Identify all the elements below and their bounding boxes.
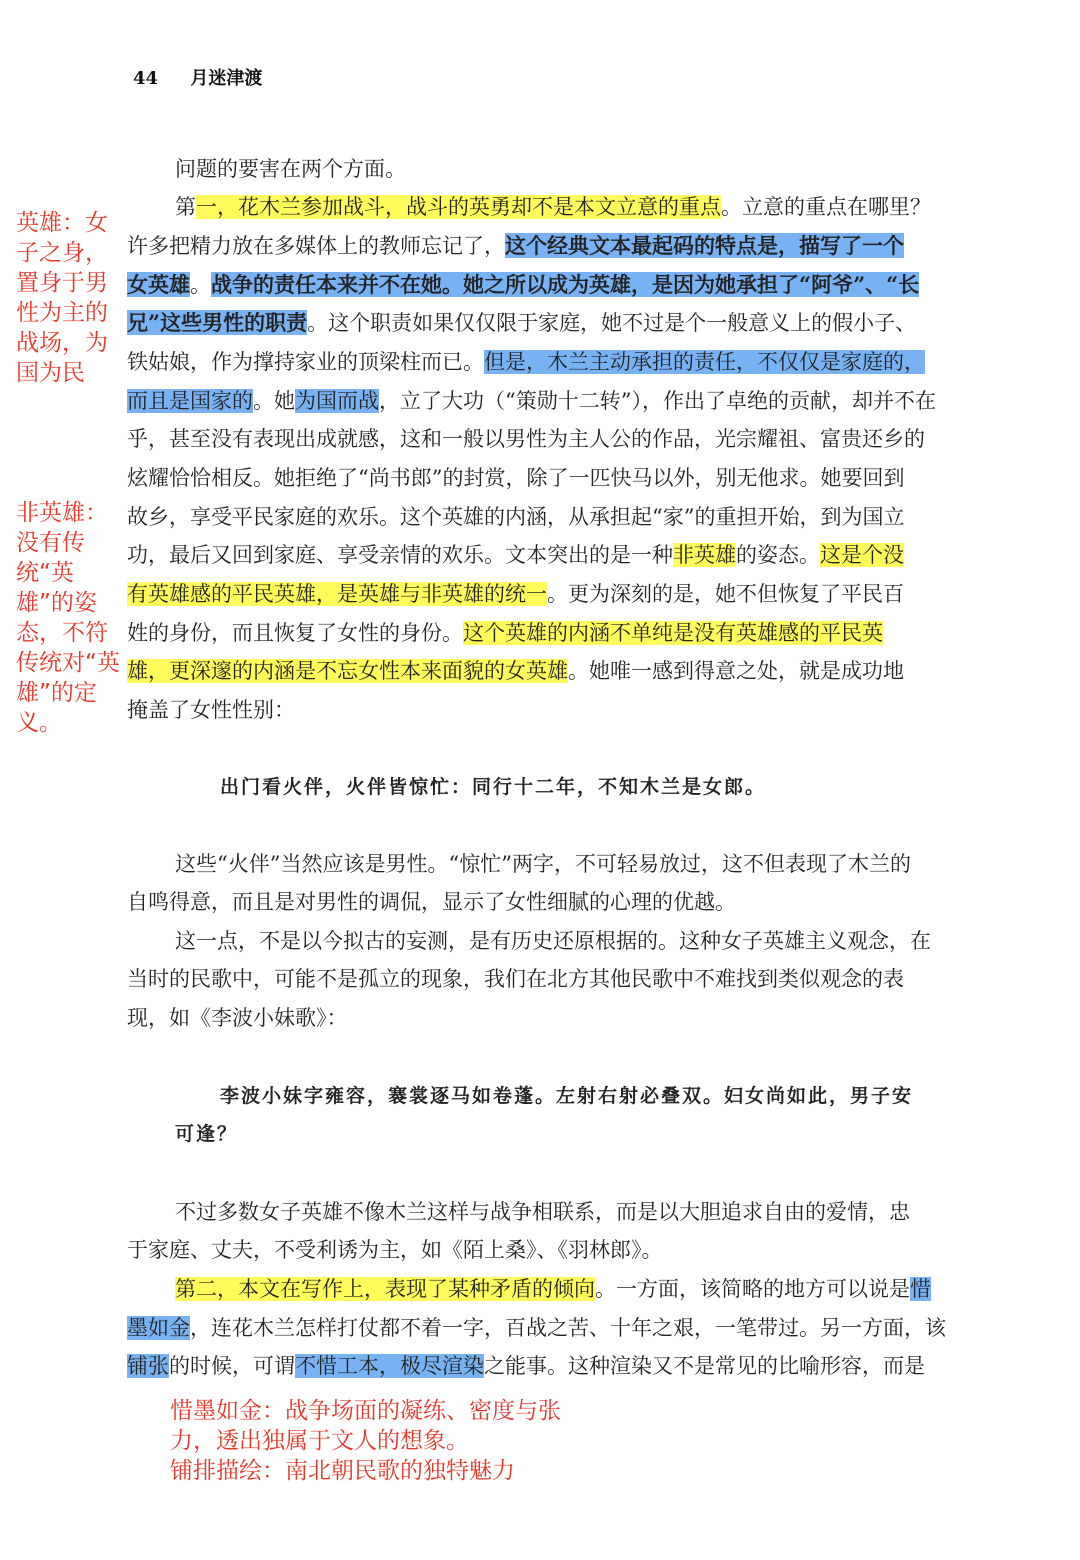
- blue-highlight: 不惜工本，极尽渲染: [295, 1354, 484, 1378]
- blue-highlight: 而且是国家的: [127, 389, 253, 413]
- text-line: 兄”这些男性的职责。这个职责如果仅仅限于家庭，她不过是个一般意义上的假小子、: [127, 310, 917, 335]
- text-line: 而且是国家的。她为国而战，立了大功（“策勋十二转”），作出了卓绝的贡献，却并不在: [127, 389, 936, 413]
- blue-highlight: 女英雄: [127, 272, 190, 297]
- yellow-highlight: 一，花木兰参加战斗，战斗的英勇却不是本文立意的重点: [196, 195, 721, 219]
- text-line: 不过多数女子英雄不像木兰这样与战争相联系，而是以大胆追求自由的爱情，忠: [175, 1200, 910, 1224]
- page-number: 44: [133, 68, 159, 89]
- blue-highlight: 兄”这些男性的职责: [127, 310, 308, 335]
- yellow-highlight: 非英雄: [673, 543, 736, 567]
- text-line: 墨如金，连花木兰怎样打仗都不着一字，百战之苦、十年之艰，一笔带过。另一方面，该: [127, 1316, 946, 1340]
- text-line: 雄，更深邃的内涵是不忘女性本来面貌的女英雄。她唯一感到得意之处，就是成功地: [127, 659, 904, 683]
- blue-highlight: 惜: [910, 1277, 931, 1301]
- text-line: 姓的身份，而且恢复了女性的身份。这个英雄的内涵不单纯是没有英雄感的平民英: [127, 621, 883, 645]
- annotation-line: 铺排描绘：南北朝民歌的独特魅力: [170, 1458, 515, 1484]
- blue-highlight: 墨如金: [127, 1316, 190, 1340]
- text-line: 故乡，享受平民家庭的欢乐。这个英雄的内涵，从承担起“家”的重担开始，到为国立: [127, 505, 905, 529]
- yellow-highlight: 这是个没: [820, 543, 904, 567]
- text-line: 铁姑娘，作为撑持家业的顶梁柱而已。但是，木兰主动承担的责任，不仅仅是家庭的，: [127, 350, 925, 374]
- text-line: 许多把精力放在多媒体上的教师忘记了，这个经典文本最起码的特点是，描写了一个: [127, 233, 904, 258]
- text-line: 问题的要害在两个方面。: [175, 157, 406, 181]
- yellow-highlight: 雄，更深邃的内涵是不忘女性本来面貌的女英雄: [127, 659, 568, 683]
- blue-highlight: 这个经典文本最起码的特点是，描写了一个: [505, 233, 904, 258]
- text-line: 有英雄感的平民英雄，是英雄与非英雄的统一。更为深刻的是，她不但恢复了平民百: [127, 582, 904, 606]
- text-line: 当时的民歌中，可能不是孤立的现象，我们在北方其他民歌中不难找到类似观念的表: [127, 967, 904, 991]
- text-line: 这些“火伴”当然应该是男性。“惊忙”两字，不可轻易放过，这不但表现了木兰的: [175, 852, 911, 876]
- text-line: 掩盖了女性性别：: [127, 698, 295, 722]
- text-line: 现，如《李波小妹歌》：: [127, 1006, 348, 1030]
- poem-quote: 可逢？: [175, 1123, 239, 1145]
- yellow-highlight: 第二，本文在写作上，表现了某种矛盾的倾向: [175, 1277, 595, 1301]
- text-line: 铺张的时候，可谓不惜工本，极尽渲染之能事。这种渲染又不是常见的比喻形容，而是: [127, 1354, 925, 1378]
- blue-highlight: 铺张: [127, 1354, 169, 1378]
- blue-highlight: 战争的责任本来并不在她。她之所以成为英雄，是因为她承担了“阿爷”、“长: [211, 272, 920, 297]
- text-line: 自鸣得意，而且是对男性的调侃，显示了女性细腻的心理的优越。: [127, 890, 736, 914]
- blue-highlight: 但是，木兰主动承担的责任，不仅仅是家庭的，: [484, 350, 925, 374]
- text-line: 于家庭、丈夫，不受利诱为主，如《陌上桑》、《羽林郎》。: [127, 1238, 663, 1262]
- text-line: 这一点，不是以今拟古的妄测，是有历史还原根据的。这种女子英雄主义观念，在: [175, 929, 931, 953]
- text-line: 第一，花木兰参加战斗，战斗的英勇却不是本文立意的重点。立意的重点在哪里？: [175, 195, 931, 219]
- poem-quote: 李波小妹字雍容，褰裳逐马如卷蓬。左射右射必叠双。妇女尚如此，男子安: [220, 1085, 914, 1107]
- annotation-line: 力，透出独属于文人的想象。: [170, 1428, 469, 1454]
- annotation-hero: 英雄：女子之身，置身于男性为主的战场，为国为民: [16, 210, 108, 386]
- yellow-highlight: 有英雄感的平民英雄，是英雄与非英雄的统一: [127, 582, 547, 606]
- text-line: 功，最后又回到家庭、享受亲情的欢乐。文本突出的是一种非英雄的姿态。这是个没: [127, 543, 904, 567]
- text-line: 炫耀恰恰相反。她拒绝了“尚书郎”的封赏，除了一匹快马以外，别无他求。她要回到: [127, 466, 905, 490]
- page-header: [133, 64, 262, 90]
- book-title: 月迷津渡: [190, 68, 263, 89]
- poem-quote: 出门看火伴，火伴皆惊忙：同行十二年，不知木兰是女郎。: [220, 776, 767, 798]
- blue-highlight: 为国而战: [295, 389, 379, 413]
- text-line: 乎，甚至没有表现出成就感，这和一般以男性为主人公的作品，光宗耀祖、富贵还乡的: [127, 427, 925, 451]
- text-line: 第二，本文在写作上，表现了某种矛盾的倾向。一方面，该简略的地方可以说是惜: [175, 1277, 931, 1301]
- annotation-line: 惜墨如金：战争场面的凝练、密度与张: [170, 1398, 561, 1424]
- yellow-highlight: 这个英雄的内涵不单纯是没有英雄感的平民英: [463, 621, 883, 645]
- annotation-bottom: [170, 1396, 650, 1486]
- text-line: 女英雄。战争的责任本来并不在她。她之所以成为英雄，是因为她承担了“阿爷”、“长: [127, 272, 920, 297]
- annotation-non-hero: 非英雄：没有传统“英雄”的姿态，不符传统对“英雄”的定义。: [16, 500, 120, 736]
